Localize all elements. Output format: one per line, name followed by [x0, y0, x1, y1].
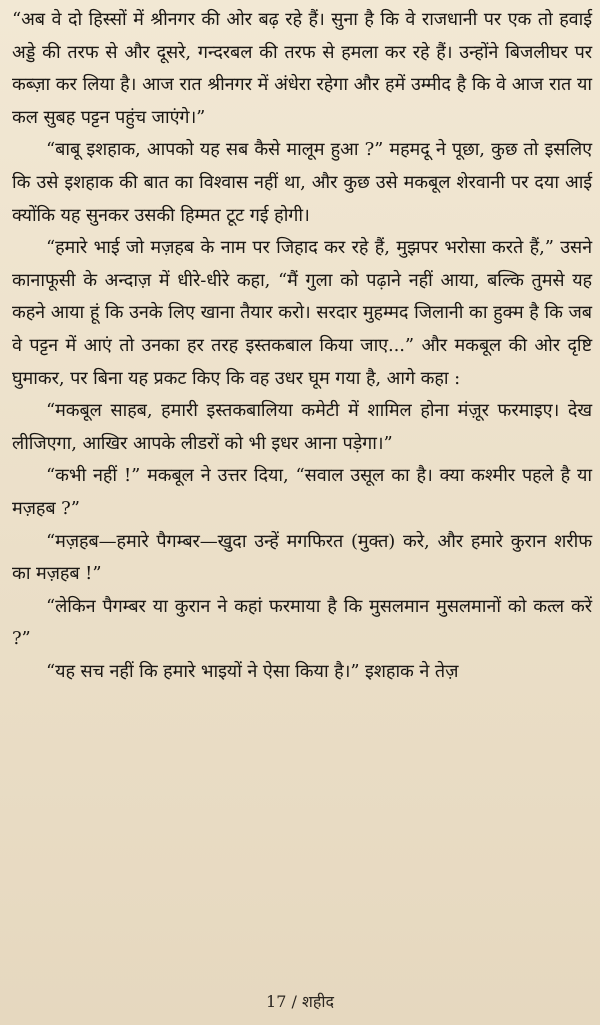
body-text [12, 4, 592, 688]
paragraph-4: “मकबूल साहब, हमारी इस्तकबालिया कमेटी में शामिल होना मंज़ूर फरमाइए। देख लीजिएगा, आखिर आपके लीडरों को भी इधर आना पड़ेगा।” [12, 400, 592, 454]
paragraph-1: “अब वे दो हिस्सों में श्रीनगर की ओर बढ़ रहे हैं। सुना है कि वे राजधानी पर एक तो हवाई अड्डे की तरफ से और दूसरे, गन्दरबल की तरफ से हमला कर रहे हैं। उन्होंने बिजलीघर पर कब्ज़ा कर लिया है। आज रात श्रीनगर में अंधेरा रहेगा और हमें उम्मीद है कि वे आज रात या कल सुबह पट्टन पहुंच जाएंगे।” [12, 9, 592, 128]
paragraph-7: “लेकिन पैगम्बर या कुरान ने कहां फरमाया है कि मुसलमान मुसलमानों को कत्ल करें ?” [12, 595, 592, 650]
paragraph-3: “हमारे भाई जो मज़हब के नाम पर जिहाद कर रहे हैं, मुझपर भरोसा करते हैं,” उसने कानाफूसी के अन्दाज़ में धीरे-धीरे कहा, “मैं गुला को पढ़ाने नहीं आया, बल्कि तुमसे यह कहने आया हूं कि उनके लिए खाना तैयार करो। सरदार मुहम्मद जिलानी का हुक्म है कि जब वे पट्टन में आएं तो उनका हर तरह इस्तकबाल किया जाए...” और मकबूल की ओर दृष्टि घुमाकर, पर बिना यह प्रकट किए कि वह उधर घूम गया है, आगे कहा : [12, 237, 592, 389]
page-footer: 17 / शहीद [266, 992, 334, 1011]
paragraph-5: “कभी नहीं !” मकबूल ने उत्तर दिया, “सवाल उसूल का है। क्या कश्मीर पहले है या मज़हब ?” [12, 465, 592, 519]
paragraph-6: “मज़हब—हमारे पैगम्बर—खुदा उन्हें मगफिरत (मुक्त) करे, और हमारे कुरान शरीफ का मज़हब !” [12, 530, 592, 585]
paragraph-2: “बाबू इशहाक, आपको यह सब कैसे मालूम हुआ ?” महमदू ने पूछा, कुछ तो इसलिए कि उसे इशहाक की बात का विश्वास नहीं था, और कुछ उसे मकबूल शेरवानी पर दया आई क्योंकि यह सुनकर उसकी हिम्मत टूट गई होगी। [12, 139, 592, 226]
paragraph-8: “यह सच नहीं कि हमारे भाइयों ने ऐसा किया है।” इशहाक ने तेज़ [46, 660, 459, 682]
